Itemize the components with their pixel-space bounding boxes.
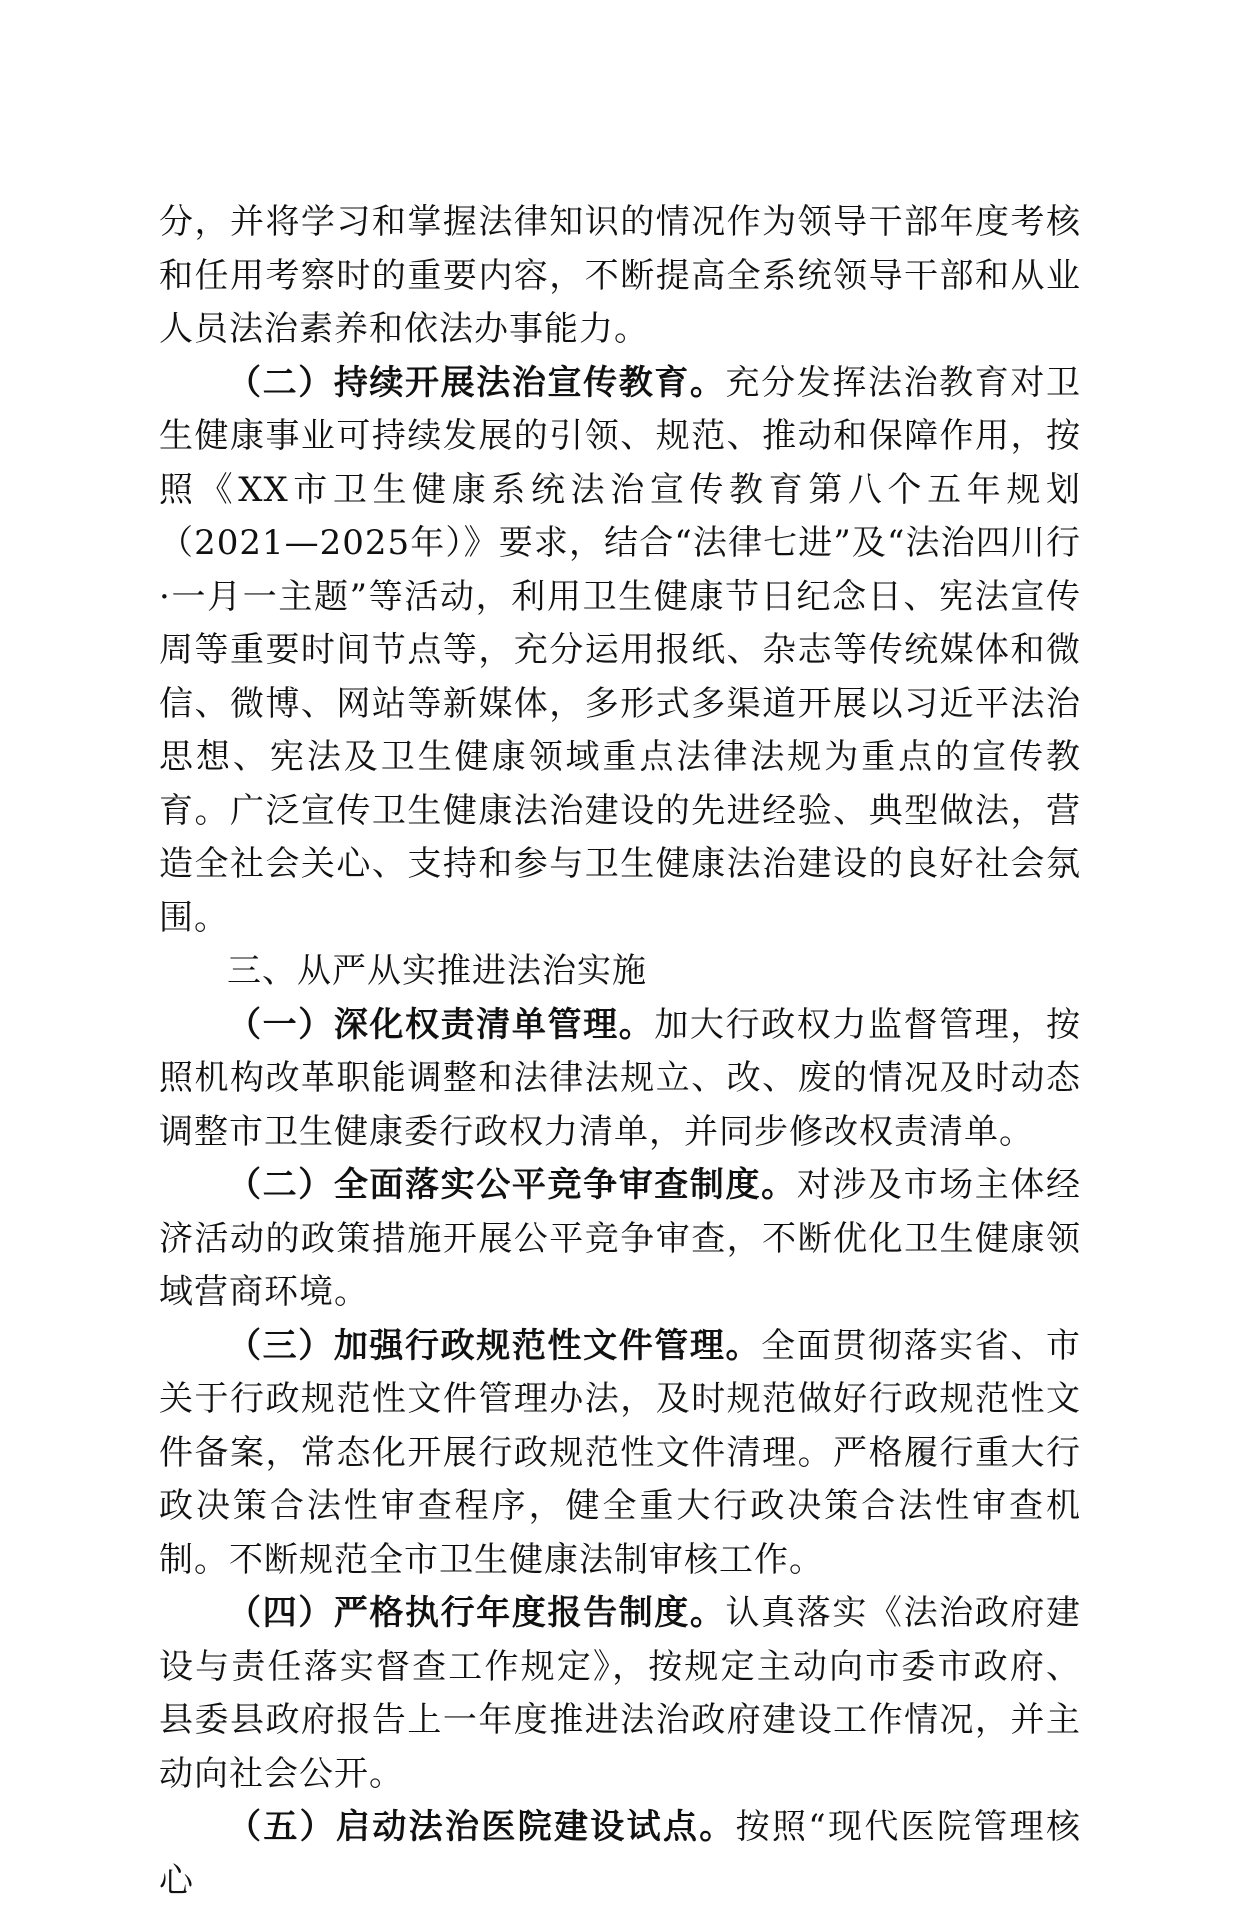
paragraph-continuation: 分，并将学习和掌握法律知识的情况作为领导干部年度考核和任用考察时的重要内容，不断提高全系统领导干部和从业人员法治素养和依法办事能力。	[159, 202, 1081, 349]
paragraph-normative-docs	[159, 1320, 1081, 1588]
document-page	[159, 196, 1081, 1908]
paragraph-lead: （一）深化权责清单管理。	[227, 1004, 655, 1045]
paragraph-body: 全面贯彻落实省、市关于行政规范性文件管理办法，及时规范做好行政规范性文件备案，常态化开展行政规范性文件清理。严格履行重大行政决策合法性审查程序，健全重大行政决策合法性审查机制。不断规范全市卫生健康法制审核工作。	[159, 1325, 1082, 1580]
paragraph-body: 充分发挥法治教育对卫生健康事业可持续发展的引领、规范、推动和保障作用，按照《XX市卫生健康系统法治宣传教育第八个五年规划（2021—2025年）》要求，结合“法律七进”及“法治四川行·一月一主题”等活动，利用卫生健康节日纪念日、宪法宣传周等重要时间节点等，充分运用报纸、杂志等传统媒体和微信、微博、网站等新媒体，多形式多渠道开展以习近平法治思想、宪法及卫生健康领域重点法律法规为重点的宣传教育。广泛宣传卫生健康法治建设的先进经验、典型做法，营造全社会关心、支持和参与卫生健康法治建设的良好社会氛围。	[159, 362, 1082, 938]
section-heading: 三、从严从实推进法治实施	[227, 951, 647, 991]
paragraph-body: 对涉及市场主体经济活动的政策措施开展公平竞争审查，不断优化卫生健康领域营商环境。	[159, 1165, 1082, 1312]
paragraph-fair-competition	[159, 1159, 1081, 1320]
paragraph-legal-publicity	[159, 357, 1081, 946]
paragraph-body: 按照“现代医院管理核心	[159, 1807, 1081, 1901]
paragraph-lead: （二）全面落实公平竞争审查制度。	[227, 1165, 797, 1205]
paragraph-lead: （四）严格执行年度报告制度。	[227, 1593, 726, 1633]
paragraph-lead: （三）加强行政规范性文件管理。	[227, 1325, 762, 1366]
paragraph-body: 加大行政权力监督管理，按照机构改革职能调整和法律法规立、改、废的情况及时动态调整市卫生健康委行政权力清单，并同步修改权责清单。	[159, 1004, 1082, 1152]
paragraph-body: 认真落实《法治政府建设与责任落实督查工作规定》，按规定主动向市委市政府、县委县政府报告上一年度推进法治政府建设工作情况，并主动向社会公开。	[159, 1593, 1082, 1794]
paragraph-annual-report	[159, 1587, 1081, 1801]
paragraph-lead: （二）持续开展法治宣传教育。	[227, 362, 726, 403]
paragraph-lead: （五）启动法治医院建设试点。	[227, 1807, 736, 1847]
paragraph-hospital-pilot	[159, 1801, 1081, 1908]
paragraph-power-list	[159, 999, 1081, 1160]
